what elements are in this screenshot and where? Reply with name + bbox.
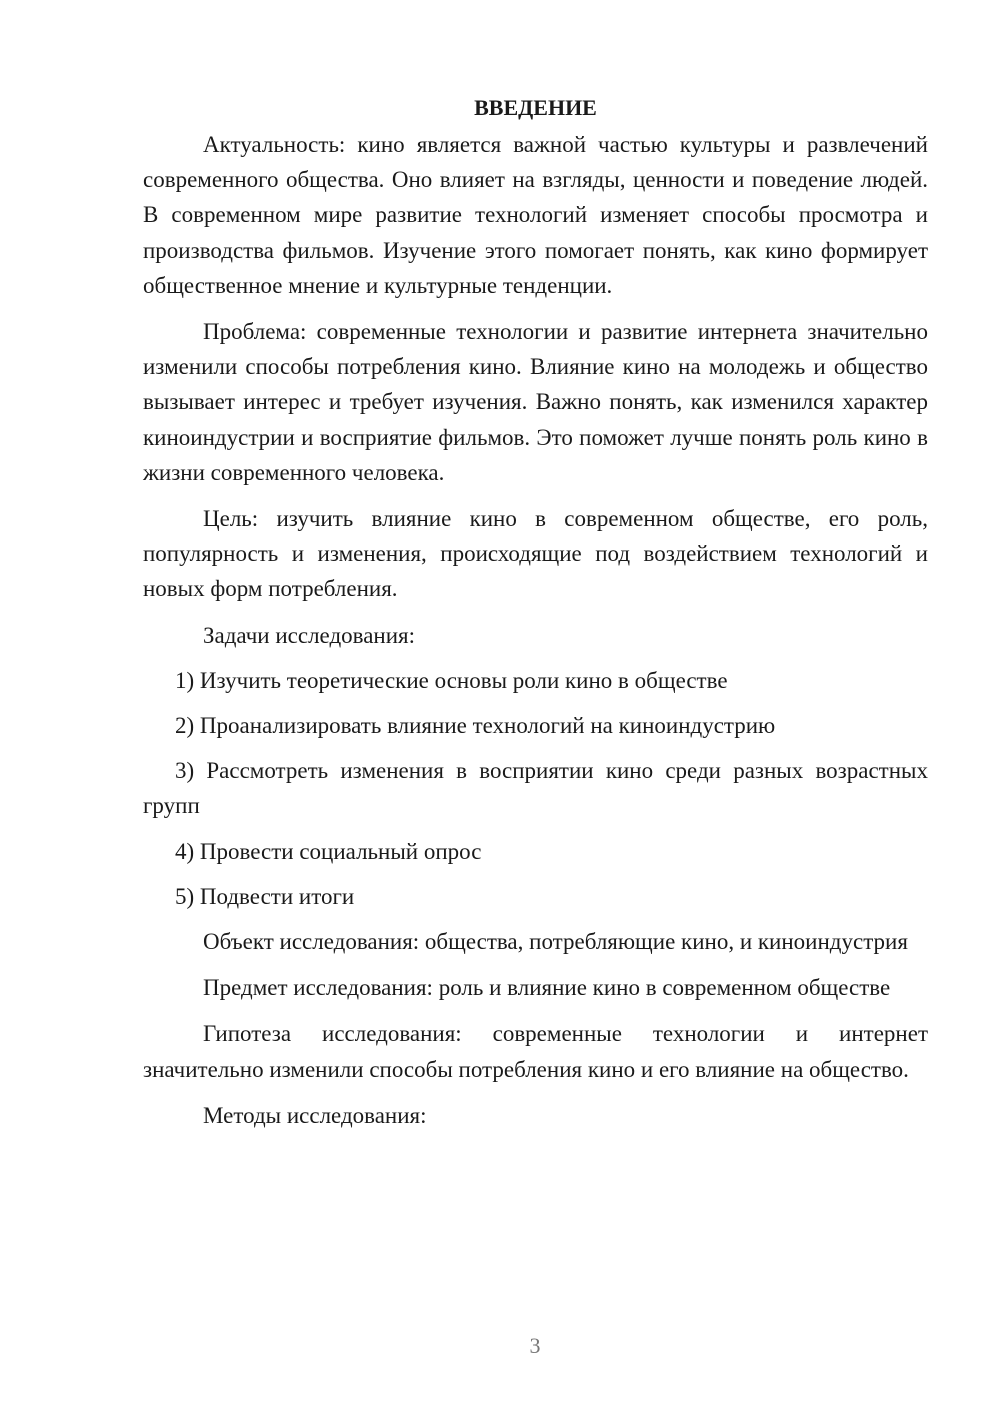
task-item: 4) Провести социальный опрос <box>175 838 482 864</box>
task-item: 3) Рассмотреть изменения в восприятии кино среди разных возрастных групп <box>143 758 928 819</box>
task-item: 2) Проанализировать влияние технологий на киноиндустрию <box>175 713 776 739</box>
problem-paragraph: Проблема: современные технологии и развитие интернета значительно изменили способы потребления кино. Влияние кино на молодежь и общество вызывает интерес и требует изучения. Важно понять, как изменился характер киноиндустрии и восприятие фильмов. Это поможет лучше понять роль кино в жизни современного человека. <box>143 319 928 485</box>
page-number-container <box>72 1333 1000 1359</box>
task-item: 1) Изучить теоретические основы роли кино в обществе <box>175 667 728 693</box>
task-item: 5) Подвести итоги <box>175 883 355 909</box>
relevance-paragraph: Актуальность: кино является важной частью культуры и развлечений современного общества. Оно влияет на взгляды, ценности и поведение людей. В современном мире развитие технологий изменяет способы просмотра и производства фильмов. Изучение этого помогает понять, как кино формирует общественное мнение и культурные тенденции. <box>143 132 928 298</box>
hypothesis-paragraph: Гипотеза исследования: современные технологии и интернет значительно изменили способы потребления кино и его влияние на общество. <box>143 1021 928 1082</box>
page-number: 3 <box>529 1333 541 1358</box>
section-title: ВВЕДЕНИЕ <box>474 95 597 120</box>
object-paragraph: Объект исследования: общества, потребляющие кино, и киноиндустрия <box>203 929 908 955</box>
tasks-heading: Задачи исследования: <box>203 622 416 648</box>
document-page <box>143 90 928 1143</box>
goal-paragraph: Цель: изучить влияние кино в современном обществе, его роль, популярность и изменения, происходящие под воздействием технологий и новых форм потребления. <box>143 506 928 602</box>
methods-heading: Методы исследования: <box>203 1102 427 1128</box>
subject-paragraph: Предмет исследования: роль и влияние кино в современном обществе <box>203 975 891 1001</box>
